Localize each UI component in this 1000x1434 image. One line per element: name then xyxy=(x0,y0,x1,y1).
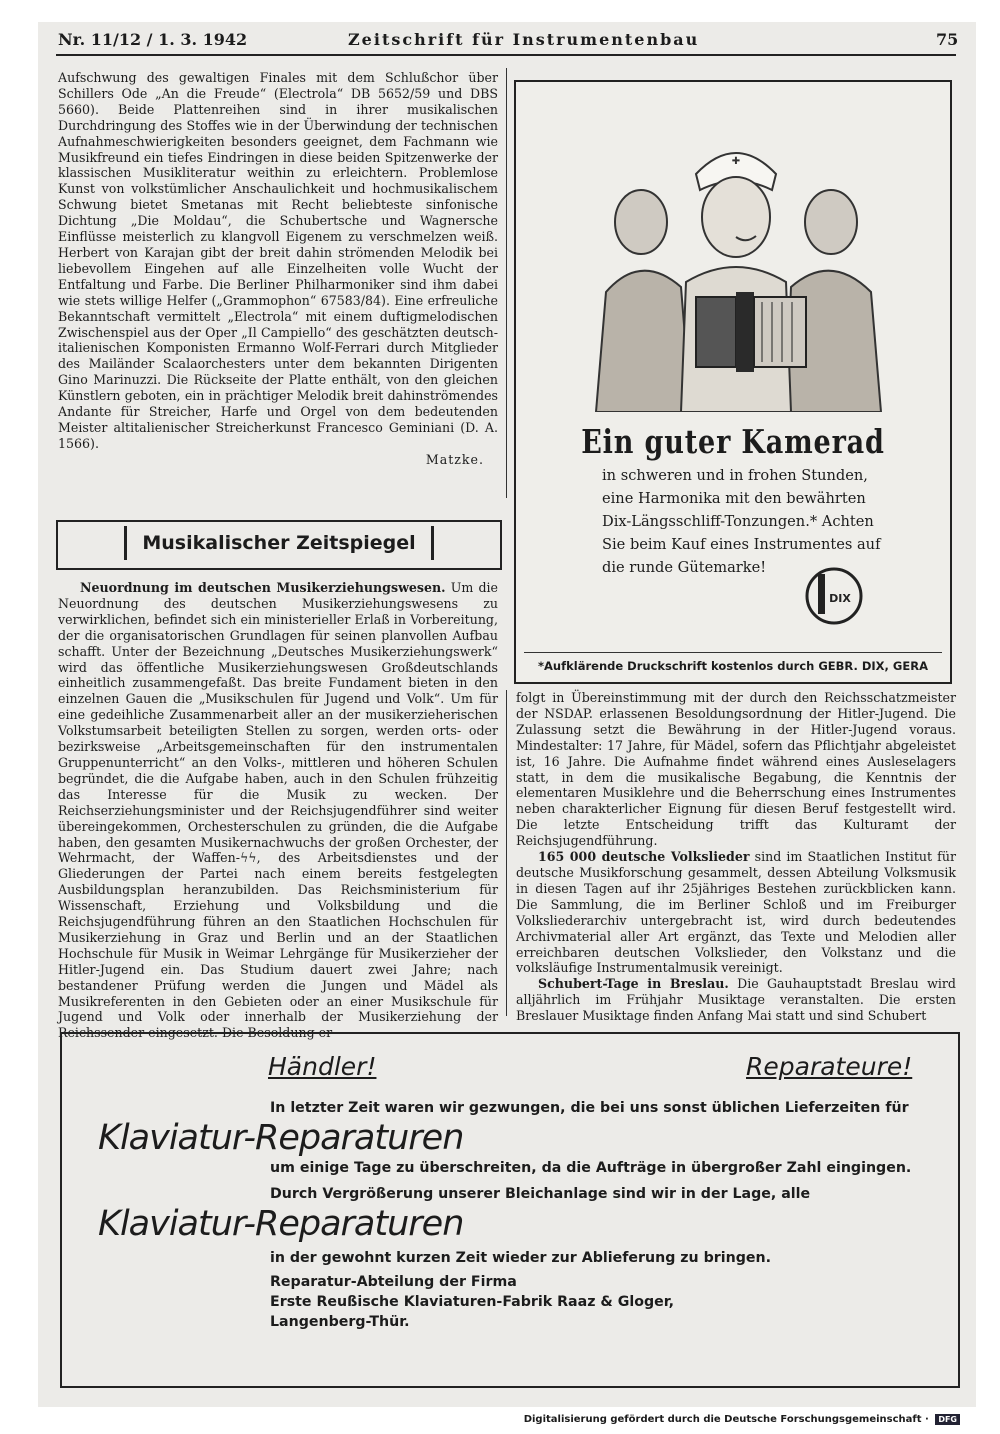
zeitspiegel-column xyxy=(58,580,498,1041)
ad-heading-right: Reparateure! xyxy=(746,1052,913,1081)
dix-logo-text: DIX xyxy=(829,592,851,605)
column-rule-top xyxy=(506,68,507,498)
column-rule-bottom xyxy=(506,690,507,1016)
ad-heading-left: Händler! xyxy=(268,1052,377,1081)
author-signature: Matzke. xyxy=(425,451,484,467)
ad-text-line: Durch Vergrößerung unserer Bleichanlage sind wir in der Lage, alle xyxy=(270,1186,811,1202)
section-heading: Musikalischer Zeitspiegel xyxy=(124,526,434,560)
news-item-text: Um die Neuordnung des deutschen Musikerziehungswesens zu verwirklichen, befindet sich ein ministerieller Erlaß in Vorbereitung, der die organisatorischen Grundlagen für seinen planvollen Aufbau schafft. Unter der Bezeichnung „Deutsches Musikerziehungswerk“ wird das öffentliche Musikerziehungswesen Großdeutschlands einheitlich zusammengefaßt. Das breite Fundament bieten in den einzelnen Gauen die „Musikschulen für Jugend und Volk“. Um für eine gedeihliche Zusammenarbeit aller an der musikerzieherischen Volkstumsarbeit beteiligten Stellen zu sorgen, werden orts- oder bezirksweise „Arbeitsgemeinschaften für den instrumentalen Gruppenunterricht“ an den Volks-, mittleren und höheren Schulen begründet, die die Aufgabe haben, auch in den Schulen frühzeitig das Interesse für die Musik zu wecken. Der Reichserziehungsminister und der Reichsjugendführer sind weiter übereingekommen, Orchesterschulen zu gründen, die die Aufgabe haben, den gesamten Musikernachwuchs der großen Orchester, der Wehrmacht, der Waffen-ϟϟ, des Arbeitsdienstes und der Gliederungen der Partei nach einem bereits festgelegten Ausbildungsplan heranzubilden. Das Reichsministerium für Wissenschaft, Erziehung und Volksbildung und die Reichsjugendführung führen an den Staatlichen Hochschulen für Musikerziehung in Graz und Berlin und an der Staatlichen Hochschule für Musik in Weimar Lehrgänge für Musikerzieher der Hitler-Jugend ein. Das Studium dauert zwei Jahre; nach bestandener Prüfung werden die Jungen und Mädel als Musikreferenten in den Gebieten oder an einer Musikschule für Jugend und Volk oder innerhalb der Musikerziehung der Reichssender eingesetzt. Die Besoldung er- xyxy=(58,580,499,1041)
issue-number: Nr. 11/12 / 1. 3. 1942 xyxy=(58,30,248,49)
footer-text: Digitalisierung gefördert durch die Deutsche Forschungsgemeinschaft xyxy=(523,1414,922,1425)
page-number: 75 xyxy=(936,30,959,49)
news-item-title: 165 000 deutsche Volkslieder xyxy=(538,849,750,865)
right-column-article xyxy=(516,690,956,1024)
ad-body-line: die runde Gütemarke! xyxy=(602,559,767,576)
ad-text-line: um einige Tage zu überschreiten, da die Aufträge in übergroßer Zahl eingingen. xyxy=(270,1160,912,1176)
ad-body-line: Sie beim Kauf eines Instrumentes auf xyxy=(602,536,881,553)
ad-text-line: In letzter Zeit waren wir gezwungen, die bei uns sonst üblichen Lieferzeiten für xyxy=(270,1100,909,1116)
journal-title: Zeitschrift für Instrumentenbau xyxy=(348,30,700,49)
ad-big-text: Klaviatur-Reparaturen xyxy=(98,1118,464,1158)
raaz-gloger-advertisement xyxy=(60,1032,960,1388)
dfg-logo: DFG xyxy=(935,1414,960,1425)
continued-text: folgt in Übereinstimmung mit der durch den Reichsschatzmeister der NSDAP. erlassenen Besoldungsordnung der Hitler-Jugend. Die Zulassung setzt die Bewährung in der Hitler-Jugend voraus. Mindestalter: 17 Jahre, für Mädel, sofern das Pflichtjahr abgeleistet ist, 16 Jahre. Die Aufnahme findet während eines Ausleselagers statt, in dem die musikalische Begabung, die Kenntnis der elementaren Musiklehre und die Beherrschung eines Instrumentes neben charakterlicher Eignung für diesen Beruf festgestellt wird. Die letzte Entscheidung trifft das Kulturamt der Reichsjugendführung. xyxy=(516,690,956,849)
news-item-title: Neuordnung im deutschen Musikerziehungswesen. xyxy=(80,580,446,595)
ad-body-line: in schweren und in frohen Stunden, xyxy=(602,467,868,484)
record-review-paragraph: Aufschwung des gewaltigen Finales mit dem Schlußchor über Schillers Ode „An die Freude“ (Electrola“ DB 5652/59 und DBS 5660). Beide Plattenreihen sind in ihrer musikalischen Durchdringung des Stoffes wie in der Überwindung der technischen Aufnahmeschwierigkeiten besonders geeignet, dem Fachmann wie Musikfreund ein tiefes Eindringen in diese beiden Spitzenwerke der klassischen Musikliteratur weithin zu erleichtern. Problemlose Kunst von volkstümlicher Anschaulichkeit und hochmusikalischem Schwung bietet Smetanas mit Recht beliebteste sinfonische Dichtung „Die Moldau“, die Schubertsche und Wagnersche Einflüsse meisterlich zu klangvoll Eigenem zu verschmelzen weiß. Herbert von Karajan gibt der breit dahin strömenden Melodik bei liebevollem Eingehen auf alle Einzelheiten volle Wucht der Entfaltung und Farbe. Die Berliner Philharmoniker sind ihm dabei wie stets willige Helfer („Grammophon“ 67583/84). Eine erfreuliche Bekanntschaft vermittelt „Electrola“ mit einem duftigmelodischen Zwischenspiel aus der Oper „Il Campiello“ des geschätzten deutsch-italienischen Komponisten Ermanno Wolf-Ferrari durch Mitglieder des Mailänder Scalaorchesters unter dem bekannten Dirigenten Gino Marinuzzi. Die Rückseite der Platte enthält, von den gleichen Künstlern geboten, ein in prächtiger Melodik breit dahinströmendes Andante für Streicher, Harfe und Orgel von dem bedeutenden Meister altitalienischer Streicherkunst Francesco Geminiani (D. A. 1566). xyxy=(58,70,498,451)
firm-line: Erste Reußische Klaviaturen-Fabrik Raaz & Gloger, xyxy=(270,1294,675,1310)
firm-line: Reparatur-Abteilung der Firma xyxy=(270,1274,517,1290)
ad-text-line: in der gewohnt kurzen Zeit wieder zur Ablieferung zu bringen. xyxy=(270,1250,771,1266)
ad-headline: Ein guter Kamerad xyxy=(581,422,885,461)
dix-advertisement xyxy=(514,80,952,684)
news-item-text: sind im Staatlichen Institut für deutsche Musikforschung gesammelt, dessen Abteilung Volksmusik in diesen Tagen auf ihr 25jähriges Bestehen zurückblicken kann. Die Sammlung, die im Berliner Schloß und im Freiburger Volksliederarchiv untergebracht ist, wird durch bedeutendes Archivmaterial aller Art ergänzt, das Texte und Melodien aller erreichbaren deutschen Volkslieder, den Volkstanz und die volksläufige Instrumentalmusik vereinigt. xyxy=(516,849,956,976)
ad-footnote: *Aufklärende Druckschrift kostenlos durch GEBR. DIX, GERA xyxy=(524,652,942,673)
news-item-title: Schubert-Tage in Breslau. xyxy=(538,976,729,992)
header-rule xyxy=(56,54,956,56)
ad-big-text: Klaviatur-Reparaturen xyxy=(98,1204,464,1244)
page-header xyxy=(58,30,958,52)
accordion-group-illustration xyxy=(586,112,886,412)
left-column-article xyxy=(58,70,498,468)
dix-quality-mark-icon xyxy=(804,566,864,626)
section-heading-box xyxy=(56,520,502,570)
firm-line: Langenberg-Thür. xyxy=(270,1314,410,1330)
digitization-footer: Digitalisierung gefördert durch die Deutsche Forschungsgemeinschaft · DFG xyxy=(0,1414,1000,1425)
news-item-text: Die Gauhauptstadt Breslau wird alljährlich im Frühjahr Musiktage veranstalten. Die ersten Breslauer Musiktage finden Anfang Mai statt und sind Schubert xyxy=(516,976,956,1024)
ad-body-line: Dix-Längsschliff-Tonzungen.* Achten xyxy=(602,513,874,530)
svg-text:✚: ✚ xyxy=(731,156,741,167)
ad-body-line: eine Harmonika mit den bewährten xyxy=(602,490,866,507)
ad-body xyxy=(602,464,880,579)
